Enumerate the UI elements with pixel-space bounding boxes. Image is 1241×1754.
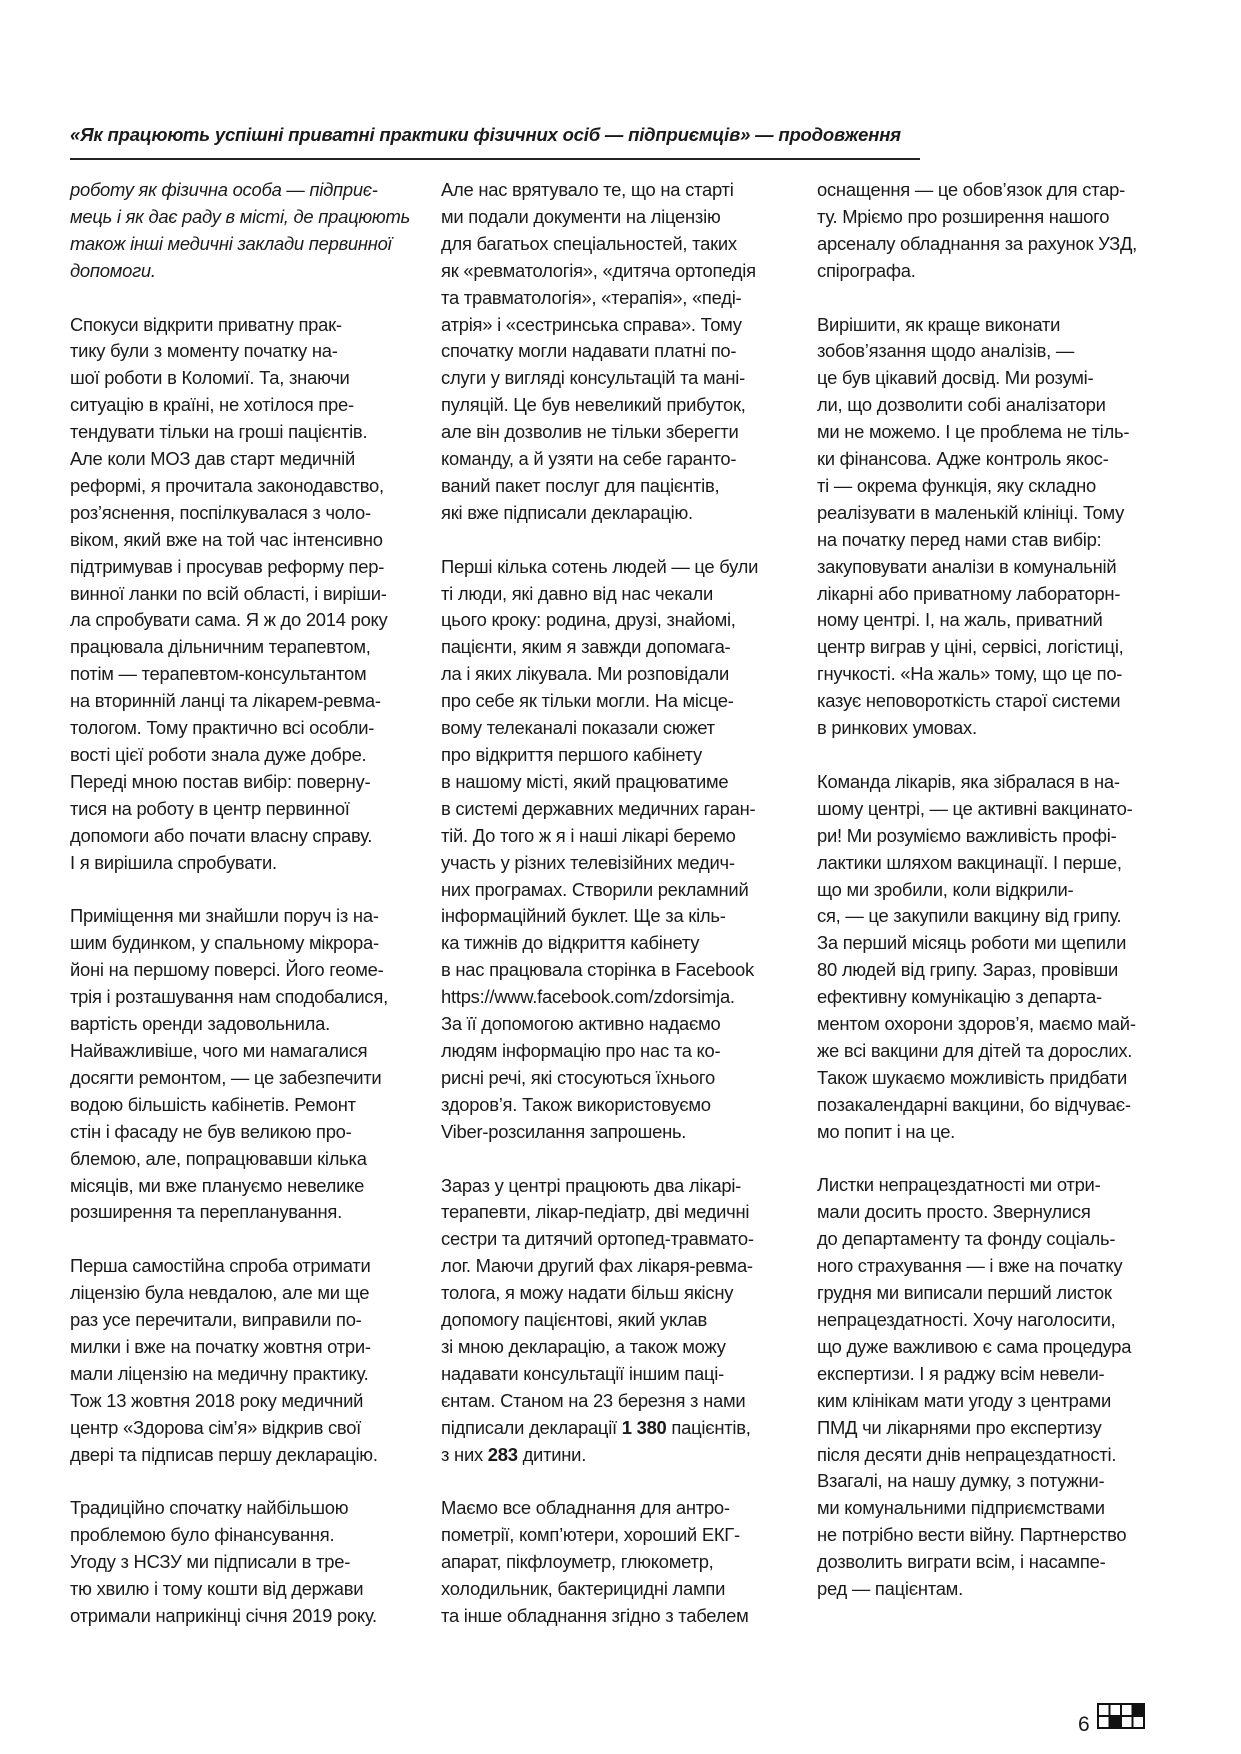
text-line: тій. До того ж я і наші лікарі беремо [441, 824, 736, 846]
text-line: на вторинній ланці та лікарем-ревма- [70, 690, 381, 712]
text-line: Але коли МОЗ дав старт медичній [70, 448, 356, 470]
text-line: Але нас врятувало те, що на старті [441, 179, 734, 200]
text-line: інформаційний буклет. Ще за кіль- [441, 905, 726, 927]
text-line: роз’яснення, поспілкувалася з чоло- [70, 501, 371, 523]
text-line: спірографа. [817, 259, 916, 281]
text-line: ситуацію в країні, не хотілося пре- [70, 394, 354, 416]
text-line: толога, я можу надати більш якісну [441, 1282, 734, 1304]
text-line: вартість оренди задовольнила. [70, 1013, 330, 1035]
column-1 [70, 177, 408, 1630]
text-line: здоров’я. Також використовуємо [441, 1093, 711, 1115]
text-line: працювала дільничним терапевтом, [70, 636, 371, 658]
text-line: реформі, я прочитала законодавство, [70, 474, 384, 496]
text-line: мець і як дає раду в місті, де працюють [70, 205, 410, 227]
text-line: експертизи. І я раджу всім невели- [817, 1362, 1105, 1384]
column-3 [817, 177, 1155, 1603]
text-line: ла спробувати сама. Я ж до 2014 року [70, 609, 388, 631]
text-line: ному центрі. І, на жаль, приватний [817, 609, 1103, 631]
text-line: цього кроку: родина, друзі, знайомі, [441, 609, 736, 631]
text-line: Спокуси відкрити приватну прак- [70, 313, 342, 335]
text-line: Тож 13 жовтня 2018 року медичний [70, 1389, 364, 1411]
text-line: потім — терапевтом-консультантом [70, 663, 367, 685]
text-line: ту. Мріємо про розширення нашого [817, 205, 1110, 227]
text-line: про відкриття першого кабінету [441, 744, 703, 766]
text-line: Перша самостійна спроба отримати [70, 1255, 371, 1277]
text-line: них програмах. Створили рекламний [441, 878, 749, 900]
text-line: в системі державних медичних гаран- [441, 797, 756, 819]
text-line: ся, — це закупили вакцину від грипу. [817, 905, 1122, 927]
text-line: ки фінансова. Адже контроль якос- [817, 448, 1109, 470]
text-line: людям інформацію про нас та ко- [441, 1039, 721, 1061]
text-line: Також шукаємо можливість придбати [817, 1066, 1128, 1088]
text-line: центр виграв у ціні, сервісі, логістиці, [817, 636, 1124, 658]
bold-figure: 283 [487, 1443, 518, 1465]
text-line: ми подали документи на ліцензію [441, 205, 721, 227]
text-line: спочатку могли надавати платні по- [441, 340, 737, 362]
text-line: не потрібно вести війну. Партнерство [817, 1524, 1127, 1546]
text-line: підписали декларації 1 380 пацієнтів, [441, 1416, 751, 1438]
text-line: ка тижнів до відкриття кабінету [441, 932, 700, 954]
text-line: на початку перед нами став вибір: [817, 528, 1102, 550]
text-line: проблемою було фінансування. [70, 1524, 335, 1546]
text-line: пуляцій. Це був невеликий прибуток, [441, 394, 746, 416]
text-line: після десяти днів непрацездатності. [817, 1443, 1117, 1465]
text-line: мо попит і на це. [817, 1120, 956, 1142]
text-line: тику були з моменту початку на- [70, 340, 338, 362]
text-line: ваний пакет послуг для пацієнтів, [441, 474, 720, 496]
text-line: ефективну комунікацію з департа- [817, 986, 1102, 1008]
text-line: сестри та дитячий ортопед-травмато- [441, 1228, 754, 1250]
text-line: для багатьох спеціальностей, таких [441, 232, 737, 254]
text-line: лікарні або приватному лабораторн- [817, 582, 1121, 604]
text-line: непрацездатності. Хочу наголосити, [817, 1309, 1116, 1331]
text-line: до департаменту та фонду соціаль- [817, 1228, 1116, 1250]
text-line: розширення та перепланування. [70, 1201, 342, 1223]
text-line: ті люди, які давно від нас чекали [441, 582, 714, 604]
page-number: 6 [1078, 1713, 1090, 1736]
text-line: Viber-розсилання запрошень. [441, 1120, 687, 1142]
text-line: які вже підписали декларацію. [441, 501, 693, 523]
text-line: казує неповороткість старої системи [817, 690, 1121, 712]
text-line: https://www.facebook.com/zdorsimja. [441, 986, 735, 1008]
paragraph-gap [70, 877, 408, 904]
text-line: тю хвилю і тому кошти від держави [70, 1578, 364, 1600]
text-line: трія і розташування нам сподобалися, [70, 986, 388, 1008]
header-rule [70, 158, 920, 160]
text-line: рисні речі, які стосуються їхнього [441, 1066, 715, 1088]
text-line: отримали наприкінці січня 2019 року. [70, 1604, 377, 1626]
text-line: Маємо все обладнання для антро- [441, 1497, 730, 1519]
text-line: ПМД чи лікарнями про експертизу [817, 1416, 1102, 1438]
text-line: пацієнти, яким я завжди допомага- [441, 636, 731, 658]
text-line: в нас працювала сторінка в Facebook [441, 959, 754, 981]
text-line: допомоги або почати власну справу. [70, 824, 373, 846]
text-line: вості цієї роботи знала дуже добре. [70, 744, 367, 766]
text-line: віком, який вже на той час інтенсивно [70, 528, 383, 550]
text-line: що ми зробили, коли відкрили- [817, 878, 1074, 900]
paragraph-gap [441, 527, 779, 554]
text-line: шому центрі, — це активні вакцинато- [817, 797, 1133, 819]
text-line: же всі вакцини для дітей та дорослих. [817, 1039, 1133, 1061]
text-line: Листки непрацездатності ми отри- [817, 1174, 1101, 1196]
text-line: позакалендарні вакцини, бо відчуває- [817, 1093, 1131, 1115]
text-line: ліцензію була невдалою, але ми ще [70, 1282, 370, 1304]
text-line: ми не можемо. І це проблема не тіль- [817, 421, 1130, 443]
text-line: допомогу пацієнтові, який уклав [441, 1309, 707, 1331]
bold-figure: 1 380 [621, 1416, 667, 1438]
text-line: Угоду з НСЗУ ми підписали в тре- [70, 1551, 351, 1573]
text-line: закуповувати аналізи в комунальній [817, 555, 1117, 577]
text-line: раз усе перечитали, виправили по- [70, 1309, 362, 1331]
text-line: ри! Ми розуміємо важливість профі- [817, 824, 1117, 846]
text-line: тися на роботу в центр первинної [70, 797, 350, 819]
text-line: За її допомогою активно надаємо [441, 1013, 721, 1035]
text-line: та травматологія», «терапія», «педі- [441, 286, 742, 308]
text-line: ного страхування — і вже на початку [817, 1255, 1123, 1277]
text-line: досягти ремонтом, — це забезпечити [70, 1066, 382, 1088]
text-line: мали ліцензію на медичну практику. [70, 1362, 369, 1384]
text-line: ті — окрема функція, яку складно [817, 474, 1096, 496]
paragraph-gap [817, 742, 1155, 769]
text-line: центр «Здорова сім’я» відкрив свої [70, 1416, 362, 1438]
text-line: вому телеканалі показали сюжет [441, 717, 715, 739]
paragraph-gap [70, 1468, 408, 1495]
text-line: лог. Маючи другий фах лікаря-ревма- [441, 1255, 753, 1277]
paragraph-gap [70, 285, 408, 312]
text-line: терапевти, лікар-педіатр, дві медичні [441, 1201, 750, 1223]
text-line: Взагалі, на нашу думку, з потужни- [817, 1470, 1105, 1492]
text-line: Перші кілька сотень людей — це були [441, 555, 759, 577]
text-line: Переді мною постав вибір: поверну- [70, 770, 371, 792]
text-line: також інші медичні заклади первинної [70, 232, 392, 254]
text-line: І я вирішила спробувати. [70, 851, 277, 873]
text-line: зі мною декларацію, а також можу [441, 1335, 726, 1357]
paragraph-gap [817, 285, 1155, 312]
grid-logo-icon [1097, 1703, 1145, 1729]
paragraph-gap [441, 1146, 779, 1173]
text-line: атрія» і «сестринська справа». Тому [441, 313, 742, 335]
text-line: грудня ми виписали перший листок [817, 1282, 1112, 1304]
text-line: Найважливіше, чого ми намагалися [70, 1039, 368, 1061]
text-line: участь у різних телевізійних медич- [441, 851, 735, 873]
text-line: апарат, пікфлоуметр, глюкометр, [441, 1551, 714, 1573]
text-line: Зараз у центрі працюють два лікарі- [441, 1174, 742, 1196]
text-line: як «ревматологія», «дитяча ортопедія [441, 259, 756, 281]
text-line: ла і яких лікувала. Ми розповідали [441, 663, 729, 685]
text-line: блемою, але, попрацювавши кілька [70, 1147, 367, 1169]
text-line: команду, а й узяти на себе гаранто- [441, 448, 737, 470]
text-line: підтримував і просував реформу пер- [70, 555, 385, 577]
paragraph-gap [70, 1226, 408, 1253]
text-line: єнтам. Станом на 23 березня з нами [441, 1389, 746, 1411]
text-line: дозволить виграти всім, і насампе- [817, 1551, 1106, 1573]
text-line: стін і фасаду не був великою про- [70, 1120, 352, 1142]
column-2 [441, 177, 779, 1630]
text-line: гнучкості. «На жаль» тому, що це по- [817, 663, 1123, 685]
text-line: з них 283 дитини. [441, 1443, 587, 1465]
text-line: допомоги. [70, 259, 156, 281]
text-line: двері та підписав першу декларацію. [70, 1443, 378, 1465]
text-line: це був цікавий досвід. Ми розумі- [817, 367, 1094, 389]
text-line: За перший місяць роботи ми щепили [817, 932, 1127, 954]
text-line: Вирішити, як краще виконати [817, 313, 1061, 335]
text-line: слуги у вигляді консультацій та мані- [441, 367, 745, 389]
text-line: 80 людей від грипу. Зараз, провівши [817, 959, 1119, 981]
text-line: винної ланки по всій області, і виріши- [70, 582, 387, 604]
paragraph-gap [441, 1468, 779, 1495]
text-line: йоні на першому поверсі. Його геоме- [70, 959, 384, 981]
text-line: Команда лікарів, яка зібралася в на- [817, 770, 1120, 792]
text-line: але він дозволив не тільки зберегти [441, 421, 739, 443]
text-line: про себе як тільки могли. На місце- [441, 690, 734, 712]
text-line: зобов’язання щодо аналізів, — [817, 340, 1074, 362]
text-line: пометрії, комп’ютери, хороший ЕКГ- [441, 1524, 740, 1546]
text-line: ким клінікам мати угоду з центрами [817, 1389, 1111, 1411]
text-line: лактики шляхом вакцинації. І перше, [817, 851, 1122, 873]
text-line: місяців, ми вже плануємо невелике [70, 1174, 365, 1196]
text-line: мали досить просто. Звернулися [817, 1201, 1091, 1223]
text-line: ли, що дозволити собі аналізатори [817, 394, 1106, 416]
text-line: ред — пацієнтам. [817, 1578, 963, 1600]
text-line: шим будинком, у спальному мікрора- [70, 932, 379, 954]
running-header: «Як працюють успішні приватні практики фізичних осіб — підприємців» — продовження [70, 124, 901, 145]
text-line: оснащення — це обов’язок для стар- [817, 179, 1125, 200]
text-line: в ринкових умовах. [817, 717, 977, 739]
text-line: Приміщення ми знайшли поруч із на- [70, 905, 379, 927]
text-line: милки і вже на початку жовтня отри- [70, 1335, 371, 1357]
text-line: реалізувати в маленькій клініці. Тому [817, 501, 1125, 523]
text-line: тологом. Тому практично всі особли- [70, 717, 375, 739]
text-line: водою більшість кабінетів. Ремонт [70, 1093, 356, 1115]
text-line: що дуже важливою є сама процедура [817, 1335, 1132, 1357]
text-line: арсеналу обладнання за рахунок УЗД, [817, 232, 1138, 254]
text-line: та інше обладнання згідно з табелем [441, 1604, 749, 1626]
text-line: в нашому місті, який працюватиме [441, 770, 729, 792]
text-line: шої роботи в Коломиї. Та, знаючи [70, 367, 350, 389]
paragraph-gap [817, 1146, 1155, 1173]
text-line: холодильник, бактерицидні лампи [441, 1578, 726, 1600]
text-line: ми комунальними підприємствами [817, 1497, 1105, 1519]
text-line: роботу як фізична особа — підприє- [70, 179, 378, 200]
text-line: тендувати тільки на гроші пацієнтів. [70, 421, 368, 443]
text-line: надавати консультації іншим паці- [441, 1362, 725, 1384]
text-line: Традиційно спочатку найбільшою [70, 1497, 349, 1519]
text-line: ментом охорони здоров’я, маємо май- [817, 1013, 1136, 1035]
